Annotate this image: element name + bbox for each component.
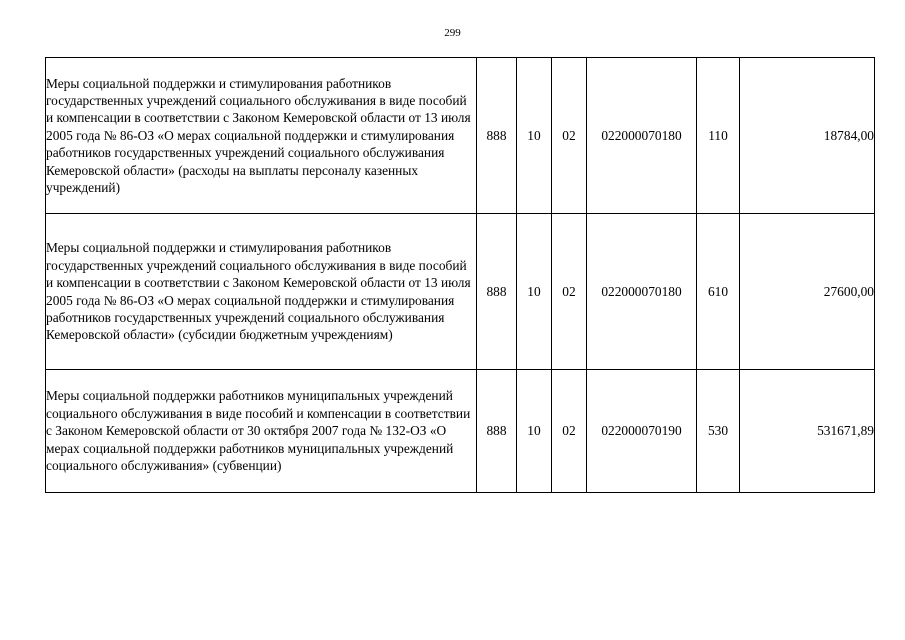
row-description: Меры социальной поддержки и стимулирования работников государственных учреждений социального обслуживания в виде пособий и компенсации в соответствии с Законом Кемеровской области от 13 июля 2005 года № 86-ОЗ «О мерах социальной поддержки и стимулирования работников государственных учреждений социального обслуживания Кемеровской области» (субсидии бюджетным учреждениям): [46, 214, 477, 370]
row-target: 022000070190: [587, 370, 697, 493]
row-subsection: 02: [552, 58, 587, 214]
table-row: [46, 370, 875, 493]
row-code: 888: [477, 370, 517, 493]
row-code: 888: [477, 214, 517, 370]
row-amount: 531671,89: [740, 370, 875, 493]
row-section: 10: [517, 58, 552, 214]
budget-table: [45, 57, 875, 493]
row-subsection: 02: [552, 370, 587, 493]
row-section: 10: [517, 214, 552, 370]
row-expense-type: 530: [697, 370, 740, 493]
page-number: 299: [444, 27, 461, 39]
row-target: 022000070180: [587, 214, 697, 370]
row-target: 022000070180: [587, 58, 697, 214]
row-code: 888: [477, 58, 517, 214]
row-expense-type: 610: [697, 214, 740, 370]
row-amount: 18784,00: [740, 58, 875, 214]
row-expense-type: 110: [697, 58, 740, 214]
row-subsection: 02: [552, 214, 587, 370]
row-amount: 27600,00: [740, 214, 875, 370]
table-row: [46, 58, 875, 214]
row-description: Меры социальной поддержки и стимулирования работников государственных учреждений социального обслуживания в виде пособий и компенсации в соответствии с Законом Кемеровской области от 13 июля 2005 года № 86-ОЗ «О мерах социальной поддержки и стимулирования работников государственных учреждений социального обслуживания Кемеровской области» (расходы на выплаты персоналу казенных учреждений): [46, 58, 477, 214]
row-section: 10: [517, 370, 552, 493]
row-description: Меры социальной поддержки работников муниципальных учреждений социального обслуживания в виде пособий и компенсации в соответствии с Законом Кемеровской области от 30 октября 2007 года № 132-ОЗ «О мерах социальной поддержки работников муниципальных учреждений социального обслуживания» (субвенции): [46, 370, 477, 493]
table-row: [46, 214, 875, 370]
